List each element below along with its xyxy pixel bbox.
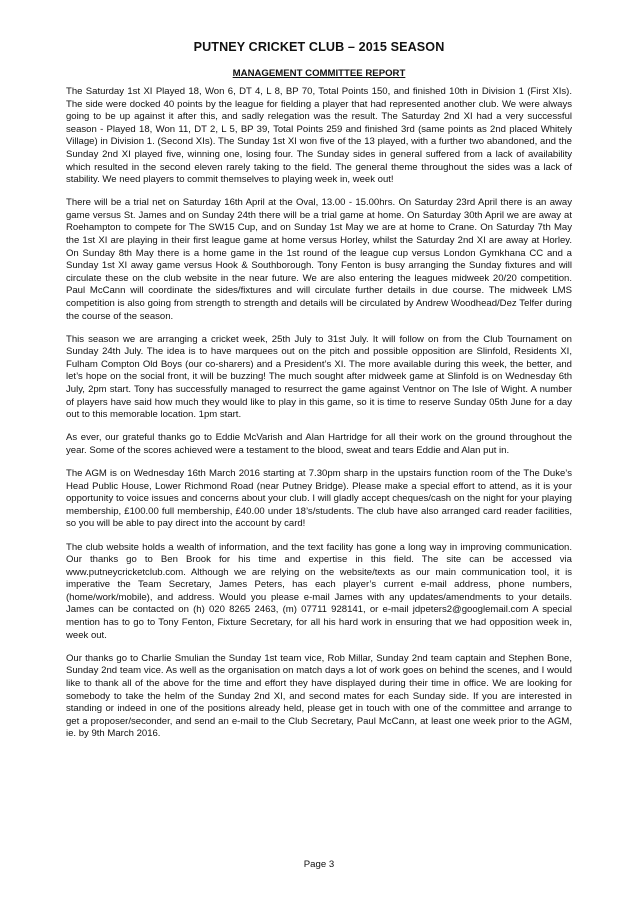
paragraph-groundsmen-thanks: As ever, our grateful thanks go to Eddie McVarish and Alan Hartridge for all their work on the ground throughout the year. Some of the scores achieved were a testament to the blood, sweat and tears Eddie and Alan put in. [66, 432, 572, 456]
paragraph-fixtures: There will be a trial net on Saturday 16th April at the Oval, 13.00 - 15.00hrs. On Saturday 23rd April there is an away game versus St. James and on Sunday 24th there will be a trial game at home. On Saturday 30th April we are away at Roehampton to compete for The SW15 Cup, and on Sunday 1st May we are at home to Crane. On Saturday 7th May the 1st XI are playing in their first league game at home versus Horley, whilst the Saturday 2nd XI are away at Horley. On Sunday 8th May there is a home game in the 1st round of the league cup versus London Gymkhana CC and a Sunday 1st XI away game versus Hook & Southborough. Tony Fenton is busy arranging the Sunday fixtures and will circulate these on the club website in the near future. We are also entering the leagues midweek 20/20 competition. Paul McCann will coordinate the sides/fixtures and will circulate further details in due course. The midweek LMS competition is also going from strength to strength and details will be circulated by Andrew Woodhead/Dez Telfer during the course of the season. [66, 197, 572, 322]
paragraph-season-results: The Saturday 1st XI Played 18, Won 6, DT 4, L 8, BP 70, Total Points 150, and finished 10th in Division 1 (First XIs). The side were docked 40 points by the league for fielding a player that had represented another club. We were always going to be up against it after this, and sadly relegation was the result. The Saturday 2nd XI had a very successful season - Played 18, Won 11, DT 2, L 5, BP 39, Total Points 259 and finished 3rd (same points as 2nd placed Whitely Village) in Division 1. (Second XIs). The Sunday 1st XI won five of the 13 played, with a further two abandoned, and the Sunday 2nd XI played five, winning one, losing four. The Sunday sides in general suffered from a lack of availability which resulted in the second eleven rarely taking to the field. The general theme throughout the sides was a lack of stability. We need players to commit themselves to playing week in, week out! [66, 86, 572, 186]
paragraph-website: The club website holds a wealth of information, and the text facility has gone a long way in improving communication. Our thanks go to Ben Brook for his time and expertise in this field. The site can be accessed via www.putneycricketclub.com. Although we are relying on the website/texts as our main communication tool, it is imperative the Team Secretary, James Peters, has each player’s current e-mail address, phone numbers, (home/work/mobile), and address. Would you please e-mail James with any updates/amendments to your details. James can be contacted on (h) 020 8265 2463, (m) 07711 928141, or e-mail jdpeters2@googlemail.com A special mention has to go to Tony Fenton, Fixture Secretary, for all his hard work in ensuring that we had opposition week in, week out. [66, 541, 572, 641]
page-number: Page 3 [303, 859, 335, 870]
paragraph-thanks-officers: Our thanks go to Charlie Smulian the Sunday 1st team vice, Rob Millar, Sunday 2nd team captain and Stephen Bone, Sunday 2nd team vice. As well as the organisation on match days a lot of work goes on behind the scenes, and I would like to thank all of the above for the time and effort they have displayed during their time in office. We are looking for somebody to take the helm of the Sunday 2nd XI, and second mates for each Sunday side. If you are interested in standing or indeed in one of the positions already held, please get in touch with one of the committee and arrange to get a proposer/seconder, and send an e-mail to the Club Secretary, Paul McCann, at least one week prior to the AGM, ie. by 9th March 2016. [66, 652, 572, 740]
report-subtitle: MANAGEMENT COMMITTEE REPORT [232, 68, 406, 79]
paragraph-agm: The AGM is on Wednesday 16th March 2016 starting at 7.30pm sharp in the upstairs function room of the The Duke’s Head Public House, Lower Richmond Road (near Putney Bridge). Please make a special effort to attend, as it is your opportunity to voice issues and concerns about your club. I will gladly accept cheques/cash on the night for your playing membership, £100.00 full membership, £40.00 under 18’s/students. The club have also arranged card reader facilities, so you will be able to pay direct into the account by card! [66, 468, 572, 530]
paragraph-cricket-week: This season we are arranging a cricket week, 25th July to 31st July. It will follow on from the Club Tournament on Sunday 24th July. The idea is to have marquees out on the pitch and possible opposition are Slinfold, Residents XI, Fulham Compton Old Boys (our co-sharers) and a President’s XI. The more available during this week, the better, and let’s hope on the social front, it will be buzzing! The much sought after midweek game at Slinfold is on Wednesday 6th July, 2pm start. Tony has successfully managed to resurrect the game against Ventnor on The Isle of Wight. A number of players have said how much they would like to play in this game, so it is time to reserve Sunday 05th June for a day out to this memorable location. 1pm start. [66, 333, 572, 421]
page-title: PUTNEY CRICKET CLUB – 2015 SEASON [193, 40, 445, 54]
report-body [66, 86, 572, 751]
